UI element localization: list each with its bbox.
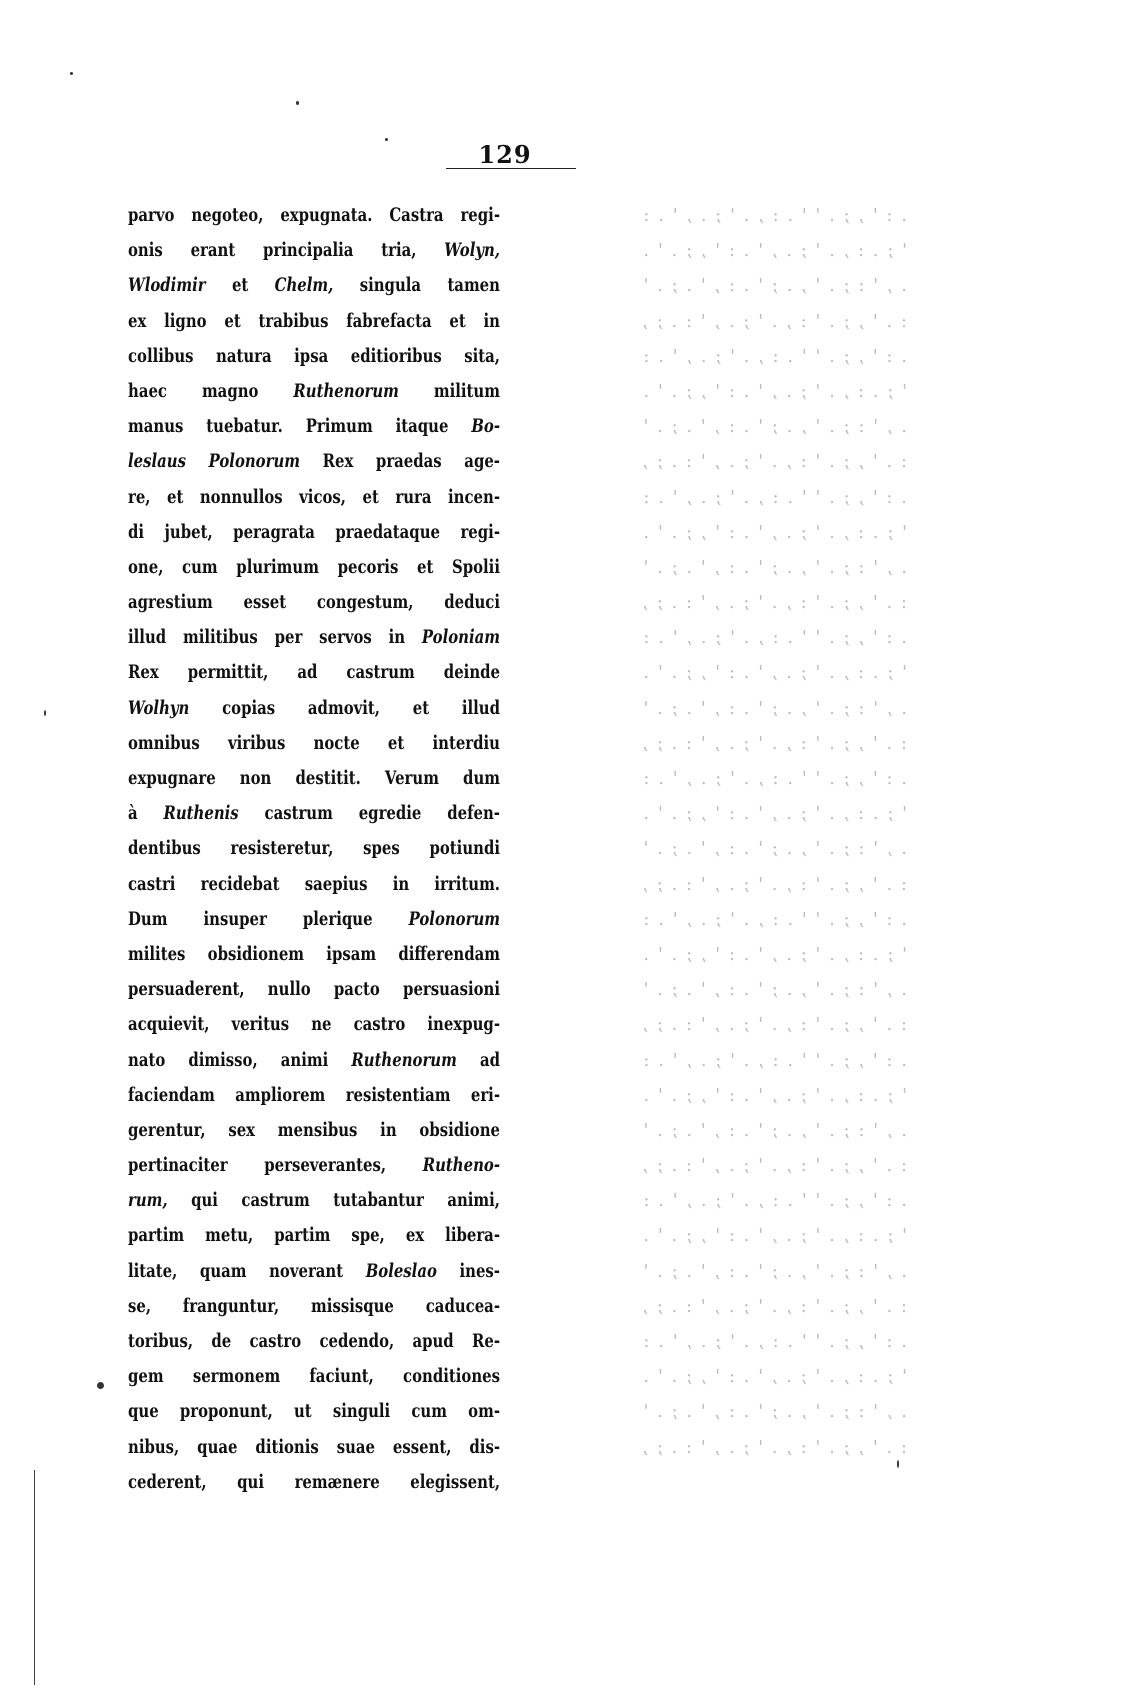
text-line: gerentur, sex mensibus in obsidione (128, 1119, 500, 1141)
bleed-line: . , ' : ; . ' , . ; ' . : , ' . ; . ' (641, 697, 907, 719)
bleed-line: ' ; . : , . ' ; . , ' . : ' , ; . ' . (641, 803, 907, 825)
bleed-line: : . ' , ; . ' : , . ' ; . , ' : . ; , (640, 451, 907, 473)
text-line: di jubet, peragrata praedataque regi- (128, 521, 500, 543)
page-number: 129 (478, 140, 532, 169)
italic-name: Chelm, (274, 275, 334, 297)
bleed-line: . : ' , ; . ' ' . : , . ' ; . , ' . : (641, 1190, 907, 1212)
text-line: faciendam ampliorem resistentiam eri- (128, 1084, 500, 1106)
page-edge-line (34, 1470, 35, 1685)
body-text-column (128, 198, 500, 1500)
text-line: gem sermonem faciunt, conditiones (128, 1366, 500, 1388)
text-line: collibus natura ipsa editioribus sita, (128, 345, 500, 367)
bleed-line: ' ; . : , . ' ; . , ' . : ' , ; . ' . (641, 1366, 907, 1388)
bleed-line: . , ' : ; . ' , . ; ' . : , ' . ; . ' (641, 416, 907, 438)
text-line: onis erant principalia tria, Wolyn, (128, 240, 500, 262)
bleed-line: ' ; . : , . ' ; . , ' . : ' , ; . ' . (641, 943, 907, 965)
text-line: dentibus resisteretur, spes potiundi (128, 838, 500, 860)
text-line: parvo negoteo, expugnata. Castra regi- (128, 205, 500, 226)
italic-name: leslaus (128, 451, 186, 473)
bleed-line: . : ' , ; . ' ' . : , . ' ; . , ' . : (641, 1049, 907, 1071)
italic-name: Wolyn, (444, 240, 500, 262)
bleed-line: : . ' , ; . ' : , . ' ; . , ' : . ; , (640, 732, 907, 754)
text-line: manus tuebatur. Primum itaque Bo- (128, 416, 501, 438)
text-line: persuaderent, nullo pacto persuasioni (128, 979, 500, 1001)
text-line: Wolhyn copias admovit, et illud (128, 697, 500, 719)
italic-name: Wolhyn (128, 697, 190, 719)
bleed-line: ' ; . : , . ' ; . , ' . : ' , ; . ' . (641, 662, 907, 684)
bleed-line: : . ' , ; . ' : , . ' ; . , ' : . ; , (640, 873, 907, 895)
text-line: haec magno Ruthenorum militum (128, 380, 500, 402)
bleed-line: : . ' , ; . ' : , . ' ; . , ' : . ; , (640, 592, 907, 614)
bleed-line: ' ; . : , . ' ; . , ' . : ' , ; . ' . (641, 1084, 907, 1106)
bleed-line: . , ' : ; . ' , . ; ' . : , ' . ; . ' (641, 1119, 907, 1141)
speck (385, 138, 388, 141)
text-line: rum, qui castrum tutabantur animi, (128, 1190, 500, 1212)
bleed-line: : . ' , ; . ' : , . ' ; . , ' : . ; , (640, 1436, 907, 1458)
italic-name: Poloniam (421, 627, 500, 649)
bleed-line: . , ' : ; . ' , . ; ' . : , ' . ; . ' (641, 556, 907, 578)
bleed-line: ' ; . : , . ' ; . , ' . : ' , ; . ' . (641, 1225, 907, 1247)
bleed-line: : . ' , ; . ' : , . ' ; . , ' : . ; , (640, 1155, 907, 1177)
text-line: pertinaciter perseverantes, Rutheno- (128, 1155, 500, 1177)
text-line: acquievit, veritus ne castro inexpug- (128, 1014, 500, 1036)
text-line: illud militibus per servos in Poloniam (128, 627, 500, 649)
bleed-line: . : ' , ; . ' ' . : , . ' ; . , ' . : (641, 1331, 907, 1352)
bleed-line: . : ' , ; . ' ' . : , . ' ; . , ' . : (641, 768, 907, 789)
text-line: à Ruthenis castrum egredie defen- (128, 803, 500, 825)
bleed-line: ' ; . : , . ' ; . , ' . : ' , ; . ' . (641, 521, 907, 543)
text-line: castri recidebat saepius in irritum. (128, 873, 500, 895)
bleed-line: . , ' : ; . ' , . ; ' . : , ' . ; . ' (641, 1401, 907, 1423)
speck (296, 101, 299, 105)
italic-name: Polonorum (408, 908, 500, 930)
text-line: Dum insuper plerique Polonorum (128, 908, 500, 930)
bleed-line: ' ; . : , . ' ; . , ' . : ' , ; . ' . (641, 240, 907, 262)
italic-name: Boleslao (365, 1260, 437, 1282)
text-line: litate, quam noverant Boleslao ines- (128, 1260, 500, 1282)
bleed-line: . , ' : ; . ' , . ; ' . : , ' . ; . ' (641, 275, 907, 297)
text-line: agrestium esset congestum, deduci (128, 592, 500, 614)
text-line: nato dimisso, animi Ruthenorum ad (128, 1049, 501, 1071)
bleed-line: . , ' : ; . ' , . ; ' . : , ' . ; . ' (641, 1260, 907, 1282)
bleed-line: . , ' : ; . ' , . ; ' . : , ' . ; . ' (641, 979, 907, 1001)
header-rule (446, 168, 576, 169)
bleed-line: : . ' , ; . ' : , . ' ; . , ' : . ; , (640, 1014, 907, 1036)
italic-name: Bo- (471, 416, 501, 438)
bleed-line: . : ' , ; . ' ' . : , . ' ; . , ' . : (641, 345, 907, 367)
speck (897, 1460, 899, 1468)
italic-name: Rutheno- (422, 1155, 500, 1177)
text-line: ex ligno et trabibus fabrefacta et in (128, 310, 500, 332)
text-line: one, cum plurimum pecoris et Spolii (128, 556, 500, 578)
italic-name: Polonorum (208, 451, 300, 473)
text-line: expugnare non destitit. Verum dum (128, 768, 500, 789)
text-line: nibus, quae ditionis suae essent, dis- (128, 1436, 500, 1458)
bleed-line: . : ' , ; . ' ' . : , . ' ; . , ' . : (641, 627, 907, 649)
bleed-line: . : ' , ; . ' ' . : , . ' ; . , ' . : (641, 205, 907, 226)
bleed-line: : . ' , ; . ' : , . ' ; . , ' : . ; , (640, 1295, 907, 1317)
italic-name: Ruthenorum (351, 1049, 457, 1071)
text-line: omnibus viribus nocte et interdiu (128, 732, 500, 754)
bleed-line: . : ' , ; . ' ' . : , . ' ; . , ' . : (641, 486, 907, 508)
speck (44, 710, 46, 716)
bleed-line: . , ' : ; . ' , . ; ' . : , ' . ; . ' (641, 838, 907, 860)
text-line: re, et nonnullos vicos, et rura incen- (128, 486, 500, 508)
text-line: leslaus Polonorum Rex praedas age- (128, 451, 500, 473)
italic-name: Ruthenorum (293, 380, 399, 402)
text-line: se, franguntur, missisque caducea- (128, 1295, 500, 1317)
italic-name: rum, (128, 1190, 168, 1212)
text-line: cederent, qui remænere elegissent, (128, 1471, 500, 1493)
bleed-line: . : ' , ; . ' ' . : , . ' ; . , ' . : (641, 908, 907, 930)
text-line: Rex permittit, ad castrum deinde (128, 662, 500, 684)
italic-name: Wlodimir (128, 275, 206, 297)
bleed-line: ' ; . : , . ' ; . , ' . : ' , ; . ' . (641, 380, 907, 402)
margin-dot (97, 1382, 104, 1389)
text-line: milites obsidionem ipsam differendam (128, 943, 500, 965)
bleed-through-text (522, 198, 907, 1465)
text-line: partim metu, partim spe, ex libera- (128, 1225, 500, 1247)
speck (70, 72, 73, 75)
bleed-line: : . ' , ; . ' : , . ' ; . , ' : . ; , (640, 310, 907, 332)
text-line: que proponunt, ut singuli cum om- (128, 1401, 500, 1423)
text-line: toribus, de castro cedendo, apud Re- (128, 1331, 500, 1352)
italic-name: Ruthenis (163, 803, 239, 825)
text-line: Wlodimir et Chelm, singula tamen (128, 275, 500, 297)
